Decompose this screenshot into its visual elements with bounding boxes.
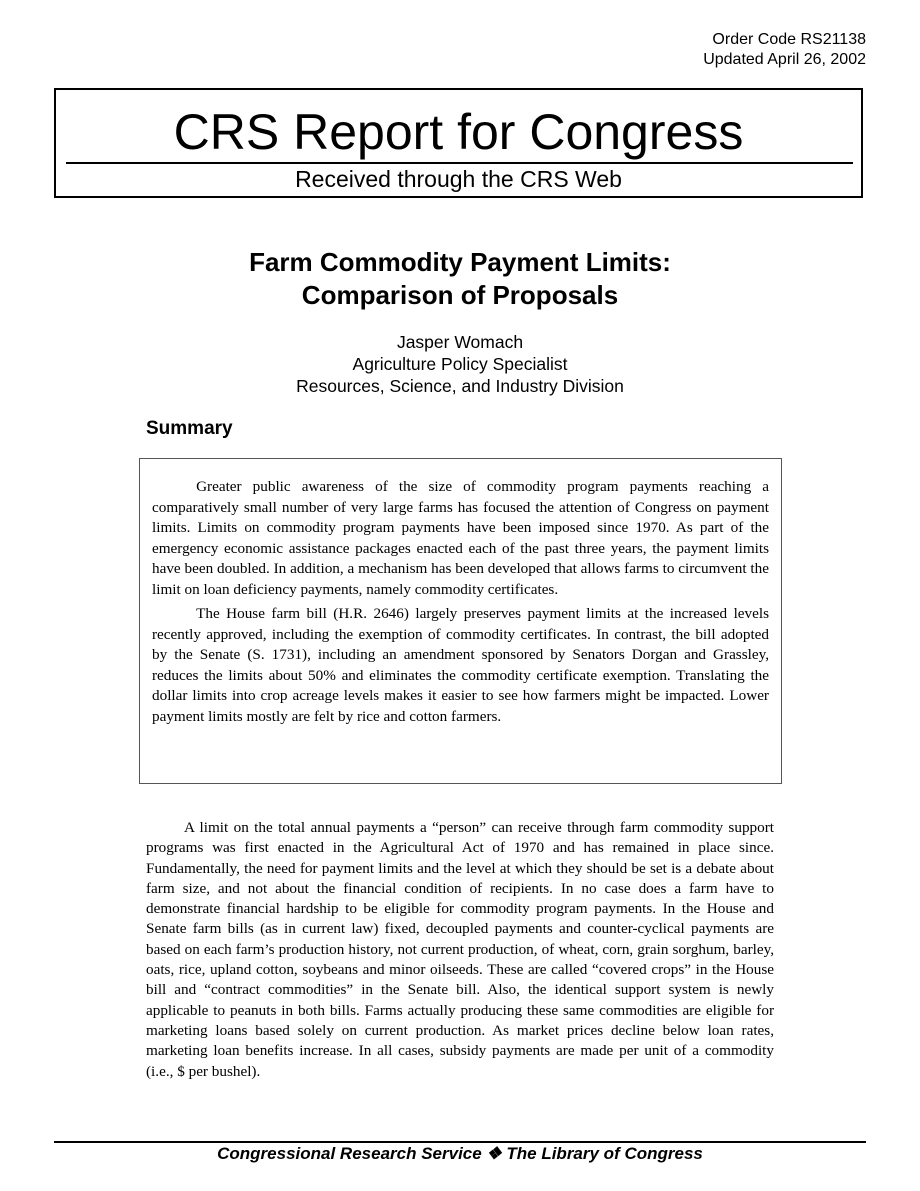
summary-paragraph: Greater public awareness of the size of commodity program payments reaching a comparatively small number of very large farms has focused the attention of Congress on payment limits. Limits on commodity program payments have been imposed since 1970. As part of the emergency economic assistance packages enacted each of the past three years, the payment limits have been doubled. In addition, a mechanism has been developed that allows farms to circumvent the limit on loan deficiency payments, namely commodity certificates. bbox=[152, 478, 769, 598]
report-subtitle: Received through the CRS Web bbox=[295, 166, 622, 192]
author-division: Resources, Science, and Industry Division bbox=[296, 376, 624, 396]
document-title-line-2: Comparison of Proposals bbox=[301, 280, 619, 310]
summary-paragraph: The House farm bill (H.R. 2646) largely preserves payment limits at the increased levels recently approved, including the exemption of commodity certificates. In contrast, the bill adopted by the Senate (S. 1731), including an amendment sponsored by Senators Dorgan and Grassley, reduces the limits about 50% and eliminates the commodity certificate exemption. Translating the dollar limits into crop acreage levels makes it easier to see how farmers might be impacted. Lower payment limits mostly are felt by rice and cotton farmers. bbox=[152, 605, 769, 725]
author-block bbox=[0, 331, 920, 397]
summary-heading: Summary bbox=[146, 418, 233, 439]
footer-text: Congressional Research Service ❖ The Library of Congress bbox=[217, 1144, 703, 1163]
report-header-box bbox=[54, 88, 863, 198]
body-text bbox=[146, 818, 774, 1082]
body-paragraph: A limit on the total annual payments a “person” can receive through farm commodity support programs was first enacted in the Agricultural Act of 1970 and has remained in place since. Fundamentally, the need for payment limits and the level at which they should be set is a debate about farm size, and not about the financial condition of recipients. In no case does a farm have to demonstrate financial hardship to be eligible for commodity program payments. In the House and Senate farm bills (as in current law) fixed, decoupled payments and counter-cyclical payments are based on each farm’s production history, not current production, of wheat, corn, grain sorghum, barley, oats, rice, upland cotton, soybeans and minor oilseeds. These are called “covered crops” in the House bill and “contract commodities” in the Senate bill. Also, the identical support system is newly applicable to peanuts in both bills. Farms actually producing these same commodities are eligible for marketing loans based solely on current production. As market prices decline below loan rates, marketing loan benefits increase. In all cases, subsidy payments are made per unit of a commodity (i.e., $ per bushel). bbox=[146, 819, 774, 1080]
order-code-block bbox=[703, 30, 866, 70]
report-title: CRS Report for Congress bbox=[173, 104, 744, 160]
footer-divider bbox=[54, 1141, 866, 1143]
updated-date: Updated April 26, 2002 bbox=[703, 51, 866, 68]
document-title-line-1: Farm Commodity Payment Limits: bbox=[249, 247, 671, 277]
summary-box bbox=[139, 458, 782, 784]
order-code: Order Code RS21138 bbox=[712, 31, 866, 48]
document-title bbox=[0, 246, 920, 312]
header-divider bbox=[66, 162, 853, 164]
author-title: Agriculture Policy Specialist bbox=[352, 354, 568, 374]
author-name: Jasper Womach bbox=[396, 332, 524, 352]
